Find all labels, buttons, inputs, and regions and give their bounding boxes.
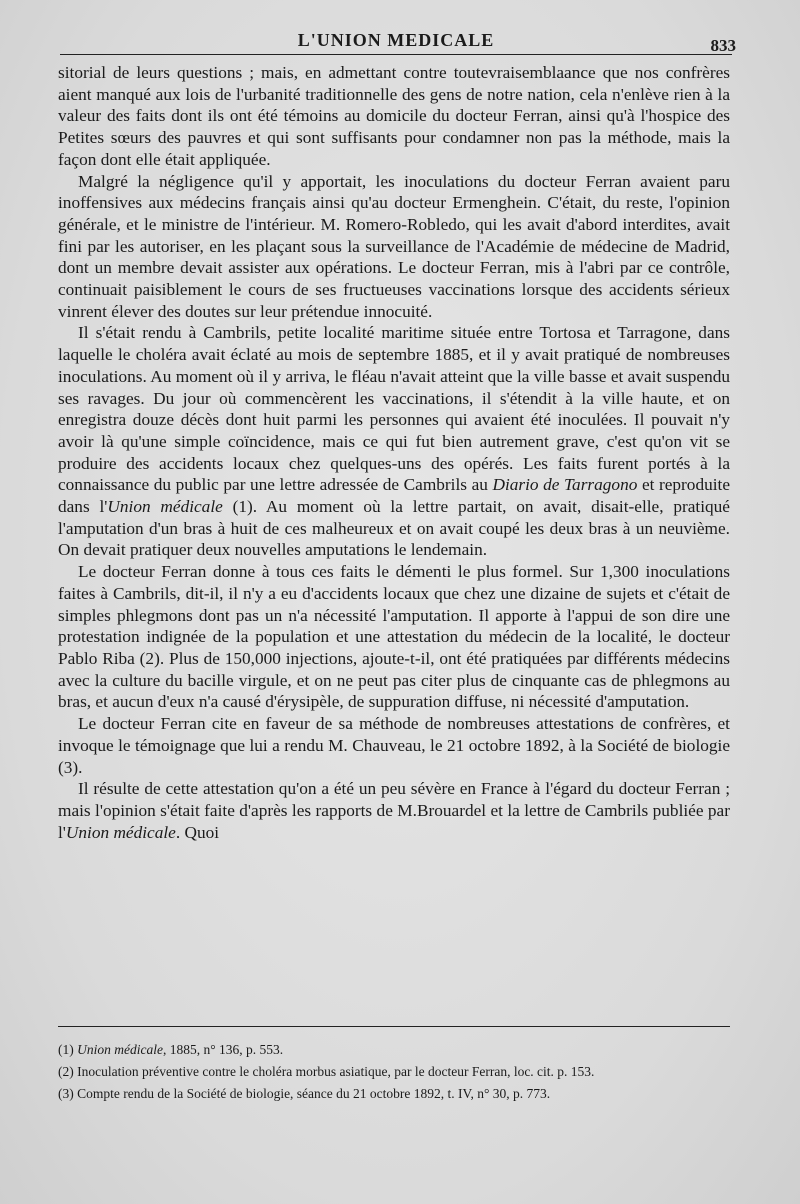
italic-text: Diario de Tarragono <box>492 475 638 495</box>
footnote <box>58 1062 730 1082</box>
text-run: (2) Inoculation préventive contre le choléra morbus asiatique, par le docteur Ferran, loc. cit. p. 153. <box>58 1064 595 1079</box>
text-run: et reproduite dans l' <box>58 475 731 517</box>
article-body <box>58 62 730 843</box>
text-run: , 1885, n° 136, p. 553. <box>162 1042 284 1057</box>
text-run: Il résulte de cette attestation qu'on a été un peu sévère en France à l'égard du docteur Ferran ; mais l'opinion s'était faite d'après les rapports de M.Brouardel et la lettre de Cambrils publiée par l' <box>58 779 730 842</box>
italic-text: Union médicale <box>77 1042 163 1057</box>
italic-text: Union médicale <box>107 497 223 517</box>
text-run: (1). Au moment où la lettre partait, on avait, disait-elle, pratiqué l'amputation d'un bras à huit de ces malheureux et on avait coupé les deux bras à un neuvième. On devait pratiquer deux nouvelles amputations le lendemain. <box>58 497 730 560</box>
header-rule <box>60 54 732 55</box>
paragraph <box>58 561 730 713</box>
running-title: L'UNION MEDICALE <box>297 30 495 50</box>
paragraph <box>58 322 730 561</box>
footnote-rule <box>58 1026 730 1027</box>
paragraph <box>58 171 730 323</box>
text-run: Le docteur Ferran cite en faveur de sa méthode de nombreuses attestations de confrères, et invoque le témoignage que lui a rendu M. Chauveau, le 21 octobre 1892, à la Société de biologie (3). <box>58 714 730 777</box>
paragraph <box>58 778 730 843</box>
text-run: sitorial de leurs questions ; mais, en admettant contre toutevraisemblaance que nos confrères aient manqué aux lois de l'urbanité traditionnelle des gens de notre nation, cela n'enlève rien à la valeur des faits dont ils ont été témoins au domicile du docteur Ferran, ainsi qu'à l'hospice des Petites sœurs des pauvres et qui sont suffisants pour condamner non pas la méthode, mais la façon dont elle était appliquée. <box>58 63 730 169</box>
text-run: (1) <box>58 1042 78 1057</box>
page-header <box>60 28 736 56</box>
text-run: Il s'était rendu à Cambrils, petite localité maritime située entre Tortosa et Tarragone, dans laquelle le choléra avait éclaté au mois de septembre 1885, et il y avait pratiqué de nombreuses inoculations. Au moment où il y arriva, le fléau n'avait atteint que la ville basse et avait suspendu ses ravages. Du jour où commencèrent les vaccinations, il s'étendit à la ville haute, et on enregistra douze décès dont huit parmi les personnes qui avaient été inoculées. Il pouvait n'y avoir là qu'une simple coïncidence, mais ce qui fut bien autrement grave, c'est qu'on vit se produire des accidents locaux chez quelques-uns des opérés. Les faits furent portés à la connaissance du public par une lettre adressée de Cambrils au <box>58 323 730 495</box>
text-run: Malgré la négligence qu'il y apportait, les inoculations du docteur Ferran avaient paru inoffensives aux médecins français ainsi qu'au docteur Ermenghein. C'était, du reste, l'opinion générale, et le ministre de l'intérieur. M. Romero-Robledo, qui les avait d'abord interdites, avait fini par les autoriser, en les plaçant sous la surveillance de l'Académie de médecine de Madrid, dont un membre devait assister aux opérations. Le docteur Ferran, mis à l'abri par ce contrôle, continuait paisiblement le cours de ses fructueuses vaccinations lorsque des accidents sérieux vinrent élever des doutes sur leur prétendue innocuité. <box>58 171 730 321</box>
page-number: 833 <box>710 36 736 55</box>
text-run: . Quoi <box>175 822 220 842</box>
text-run: (3) Compte rendu de la Société de biologie, séance du 21 octobre 1892, t. IV, n° 30, p. 773. <box>58 1086 551 1101</box>
italic-text: Union médicale <box>65 822 176 842</box>
paragraph <box>58 62 730 171</box>
text-run: Le docteur Ferran donne à tous ces faits le démenti le plus formel. Sur 1,300 inoculations faites à Cambrils, dit-il, il n'y a eu d'accidents locaux que chez une dizaine de sujets et c'était de simples phlegmons dont pas un n'a nécessité l'amputation. Il apporte à l'appui de son dire une protestation indignée de la population et une attestation du médecin de la localité, le docteur Pablo Riba (2). Plus de 150,000 injections, ajoute-t-il, ont été pratiquées par différents médecins avec la culture du bacille virgule, et on ne peut pas citer plus de cinquante cas de phlegmons au bras, et aucun d'eux n'a causé d'érysipèle, de suppuration diffuse, ni nécessité d'amputation. <box>58 562 730 712</box>
footnotes <box>58 1040 730 1106</box>
paragraph <box>58 713 730 778</box>
footnote <box>58 1084 730 1104</box>
footnote <box>58 1040 730 1060</box>
